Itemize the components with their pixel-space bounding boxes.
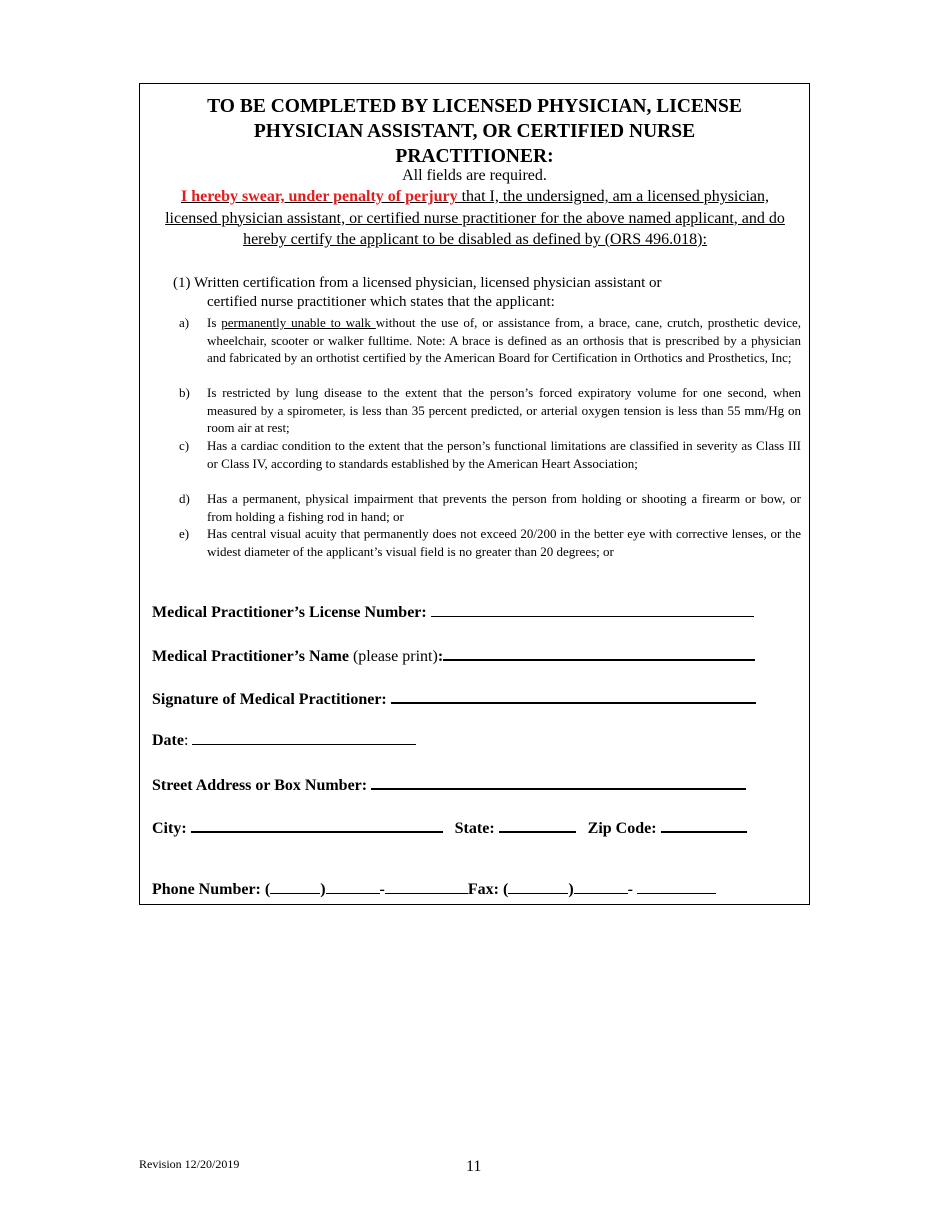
criterion-letter: e) [179,526,190,541]
criterion-a-underlined: permanently unable to walk [221,315,376,330]
practitioner-name-hint: (please print) [348,648,438,665]
criterion-letter: b) [179,385,190,400]
criterion-d [179,490,801,525]
state-input[interactable] [499,817,576,833]
criterion-c-text: Has a cardiac condition to the extent that the person’s functional limitations are classified in severity as Class III or Class IV, according to standards established by the American Heart Association; [207,438,801,471]
street-address-label: Street Address or Box Number: [152,777,368,794]
license-number-label: Medical Practitioner’s License Number: [152,604,427,621]
criterion-a-text: without the use of, or assistance from, a brace, cane, crutch, prosthetic device, wheelchair, scooter or walker fulltime. Note: A brace is defined as an orthosis that is prescribed by a physician and fabricated by an orthotist certified by the American Board for Certification in Orthotics and Prosthetics, Inc; [207,315,801,366]
state-label: State: [454,820,495,837]
practitioner-name-input[interactable] [443,645,755,661]
criterion-letter: c) [179,438,190,453]
phone-fax-row [152,879,716,900]
license-number-row [152,602,754,623]
criterion-b [179,384,801,437]
fax-paren-close: ) [568,881,574,898]
phone-label: Phone Number: ( [152,881,271,898]
criterion-letter: a) [179,315,190,330]
date-row [152,730,416,751]
city-state-zip-row [152,817,747,839]
zip-code-label: Zip Code: [587,820,657,837]
page-number: 11 [466,1158,482,1175]
city-input[interactable] [191,817,443,833]
title-line-1: TO BE COMPLETED BY LICENSED PHYSICIAN, LICENSE [207,96,742,117]
date-input[interactable] [192,730,416,745]
fax-dash: - [627,881,633,898]
criteria-intro-line-2: certified nurse practitioner which states that the applicant: [207,294,555,310]
phone-area-code-input[interactable] [270,879,320,894]
license-number-input[interactable] [431,602,754,617]
criterion-b-text: Is restricted by lung disease to the extent that the person’s forced expiratory volume for one second, when measured by a spirometer, is less than 35 percent predicted, or arterial oxygen tension is less than 55 mm/Hg on room air at rest; [207,385,801,436]
fax-line-input[interactable] [637,879,716,894]
criterion-d-text: Has a permanent, physical impairment that prevents the person from holding or shooting a firearm or bow, or from holding a fishing rod in hand; or [207,491,801,524]
date-label: Date [152,732,184,749]
fax-area-code-input[interactable] [508,879,568,894]
perjury-oath-text: that I, the undersigned, am a licensed physician, licensed physician assistant, or certified nurse practitioner for the above named applicant, and do hereby certify the applicant to be disabled as defined by (ORS 496.018): [165,188,785,248]
signature-row [152,688,756,710]
city-label: City: [152,820,187,837]
criterion-c [179,437,801,472]
criterion-e-text: Has central visual acuity that permanently does not exceed 20/200 in the better eye with corrective lenses, or the widest diameter of the applicant’s visual field is no greater than 20 degrees; or [207,526,801,559]
criteria-intro-line-1: (1) Written certification from a licensed physician, licensed physician assistant or [173,275,662,291]
fax-label: Fax: ( [467,881,509,898]
phone-paren-close: ) [320,881,326,898]
physician-certification-box [139,83,810,905]
title-line-2: PHYSICIAN ASSISTANT, OR CERTIFIED NURSE [253,121,696,142]
fax-prefix-input[interactable] [574,879,628,894]
signature-input[interactable] [391,688,756,704]
practitioner-name-colon: : [437,648,444,665]
street-address-input[interactable] [371,774,746,790]
section-title [140,94,809,169]
criterion-a-prefix: Is [207,315,222,330]
perjury-oath [164,186,786,251]
date-colon: : [183,732,189,749]
practitioner-name-row [152,645,755,667]
perjury-oath-emphasis: I hereby swear, under penalty of perjury [180,188,458,205]
criterion-letter: d) [179,491,190,506]
revision-date: Revision 12/20/2019 [139,1157,240,1171]
title-line-3: PRACTITIONER: [395,146,554,167]
required-note: All fields are required. [402,167,547,184]
practitioner-name-label: Medical Practitioner’s Name [152,648,349,665]
criterion-a [179,314,801,367]
street-address-row [152,774,746,796]
phone-dash: - [379,881,385,898]
signature-label: Signature of Medical Practitioner: [152,691,387,708]
criterion-e [179,525,801,560]
phone-line-input[interactable] [385,879,468,894]
zip-code-input[interactable] [661,817,747,833]
phone-prefix-input[interactable] [326,879,380,894]
